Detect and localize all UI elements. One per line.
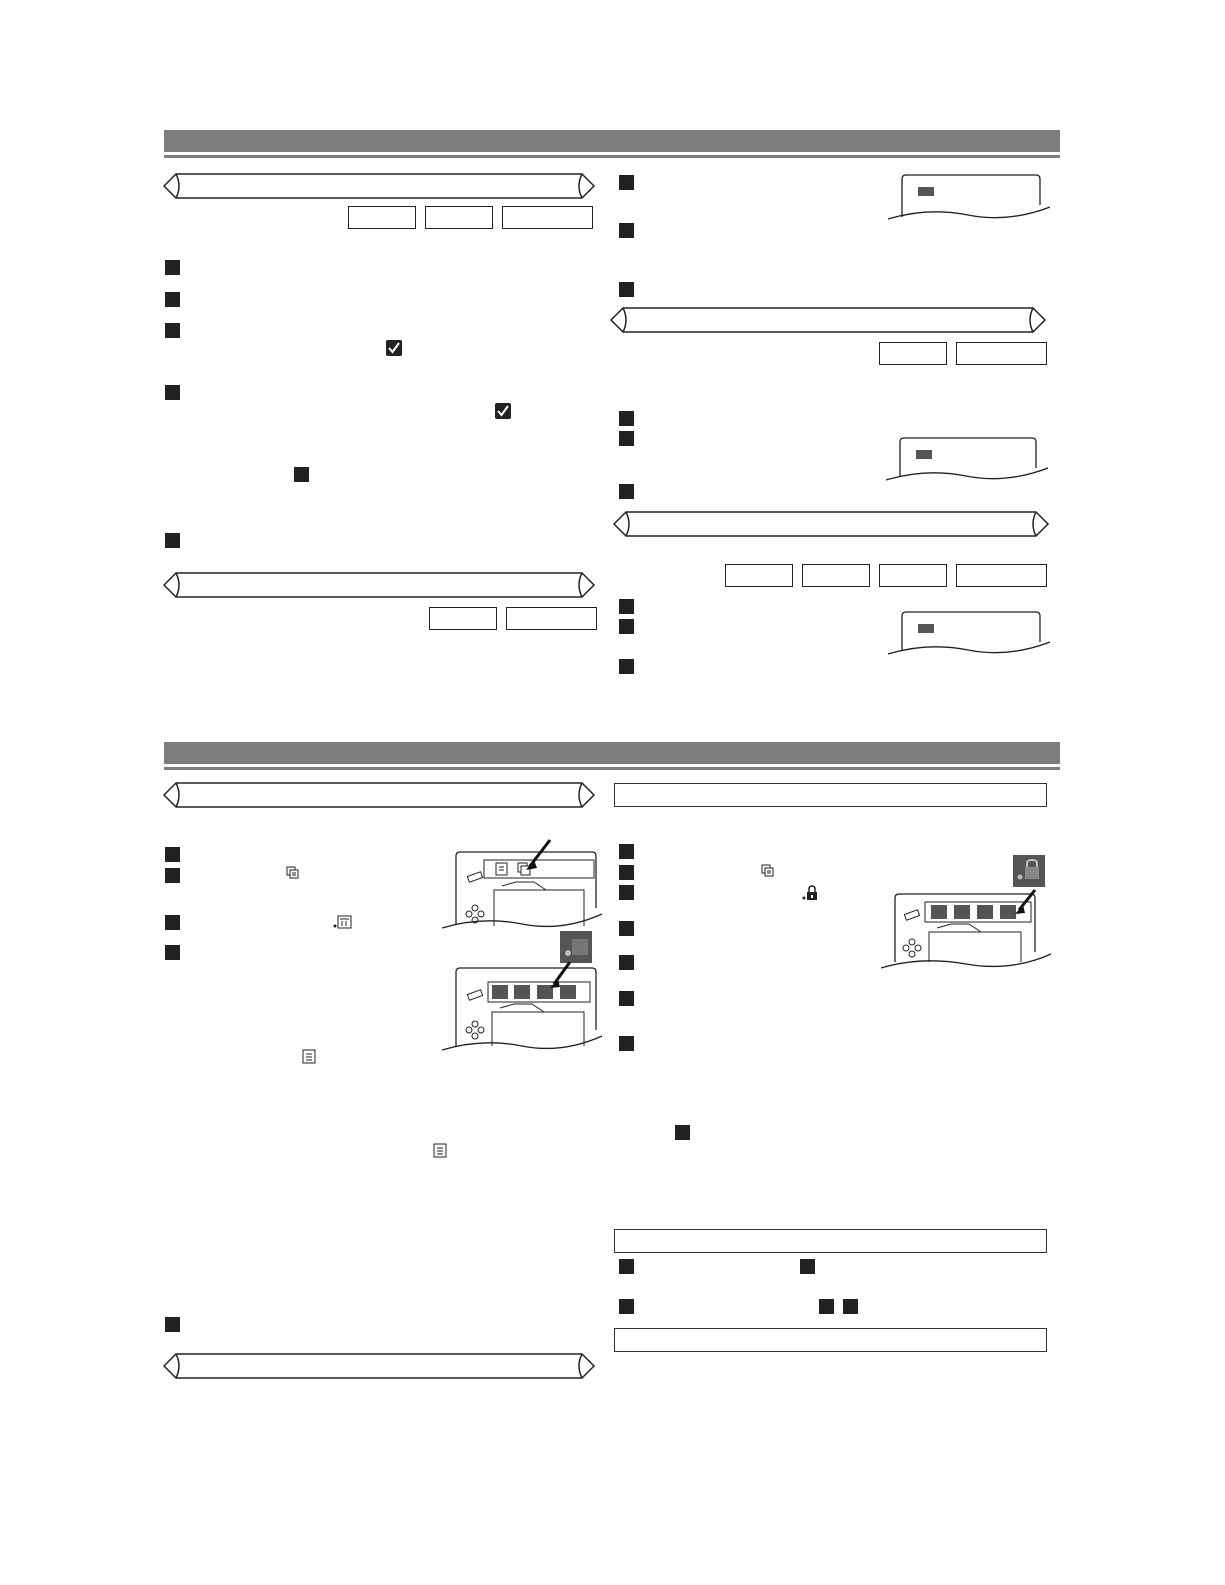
step-marker-2 [165,868,180,883]
step-marker-5 [619,955,634,970]
disc-type-tag [348,206,416,229]
music-note-icon [560,931,592,963]
step-marker-2 [619,1299,634,1314]
section-header-rule-top [164,155,1060,158]
scroll-banner [162,1352,596,1380]
section-header-band-bottom [164,742,1060,764]
tv-screen-illustration [888,173,1050,223]
tv-screen-illustration [888,610,1050,658]
step-marker-inline [819,1299,834,1314]
step-marker-4 [619,921,634,936]
scroll-banner [162,172,596,200]
step-marker-inline [294,467,309,482]
disc-type-tag [956,564,1047,587]
menu-screen-illustration [881,882,1051,972]
disc-type-tag [879,564,947,587]
list-icon [302,1049,316,1064]
step-marker-1 [619,411,634,426]
step-marker-3 [619,659,634,674]
step-marker-1 [165,260,180,275]
step-marker-6 [619,991,634,1006]
section-header-rule-bottom [164,767,1060,770]
step-marker-2 [619,865,634,880]
subsection-title-box [614,783,1047,807]
step-marker-3 [165,915,180,930]
step-marker-4 [165,385,180,400]
disc-type-tag [802,564,870,587]
step-marker-inline [843,1299,858,1314]
step-marker-inline [675,1125,690,1140]
disc-type-tag [879,342,947,365]
copy-icon [286,866,300,880]
disc-type-tag [506,607,597,630]
checkmark-icon [495,403,511,419]
step-marker-3 [165,323,180,338]
step-marker-2 [619,431,634,446]
menu-screen-illustration [442,962,602,1052]
step-marker-3 [619,282,634,297]
music-note-icon [332,915,352,929]
disc-type-tag [502,206,593,229]
lock-icon [801,884,819,902]
step-marker-1 [619,1259,634,1274]
step-marker-7 [619,1036,634,1051]
list-icon [433,1143,447,1158]
scroll-banner [609,306,1047,334]
scroll-banner [612,510,1050,538]
step-marker-2 [619,223,634,238]
step-marker-inline [800,1259,815,1274]
step-marker-5 [165,1317,180,1332]
disc-type-tag [956,342,1047,365]
step-marker-3 [619,885,634,900]
step-marker-1 [165,847,180,862]
disc-type-tag [725,564,793,587]
step-marker-2 [165,292,180,307]
disc-type-tag [425,206,493,229]
subsection-title-box [614,1229,1047,1253]
section-header-band-top [164,130,1060,152]
step-marker-2 [619,619,634,634]
menu-screen-illustration [442,838,602,930]
step-marker-3 [619,484,634,499]
step-marker-5 [165,533,180,548]
checkmark-icon [386,340,402,356]
step-marker-1 [619,844,634,859]
tv-screen-illustration [886,436,1048,484]
scroll-banner [162,781,596,809]
step-marker-4 [165,945,180,960]
subsection-title-box [614,1328,1047,1352]
disc-type-tag [429,607,497,630]
step-marker-1 [619,599,634,614]
step-marker-1 [619,175,634,190]
scroll-banner [162,571,596,599]
copy-icon [761,864,775,878]
